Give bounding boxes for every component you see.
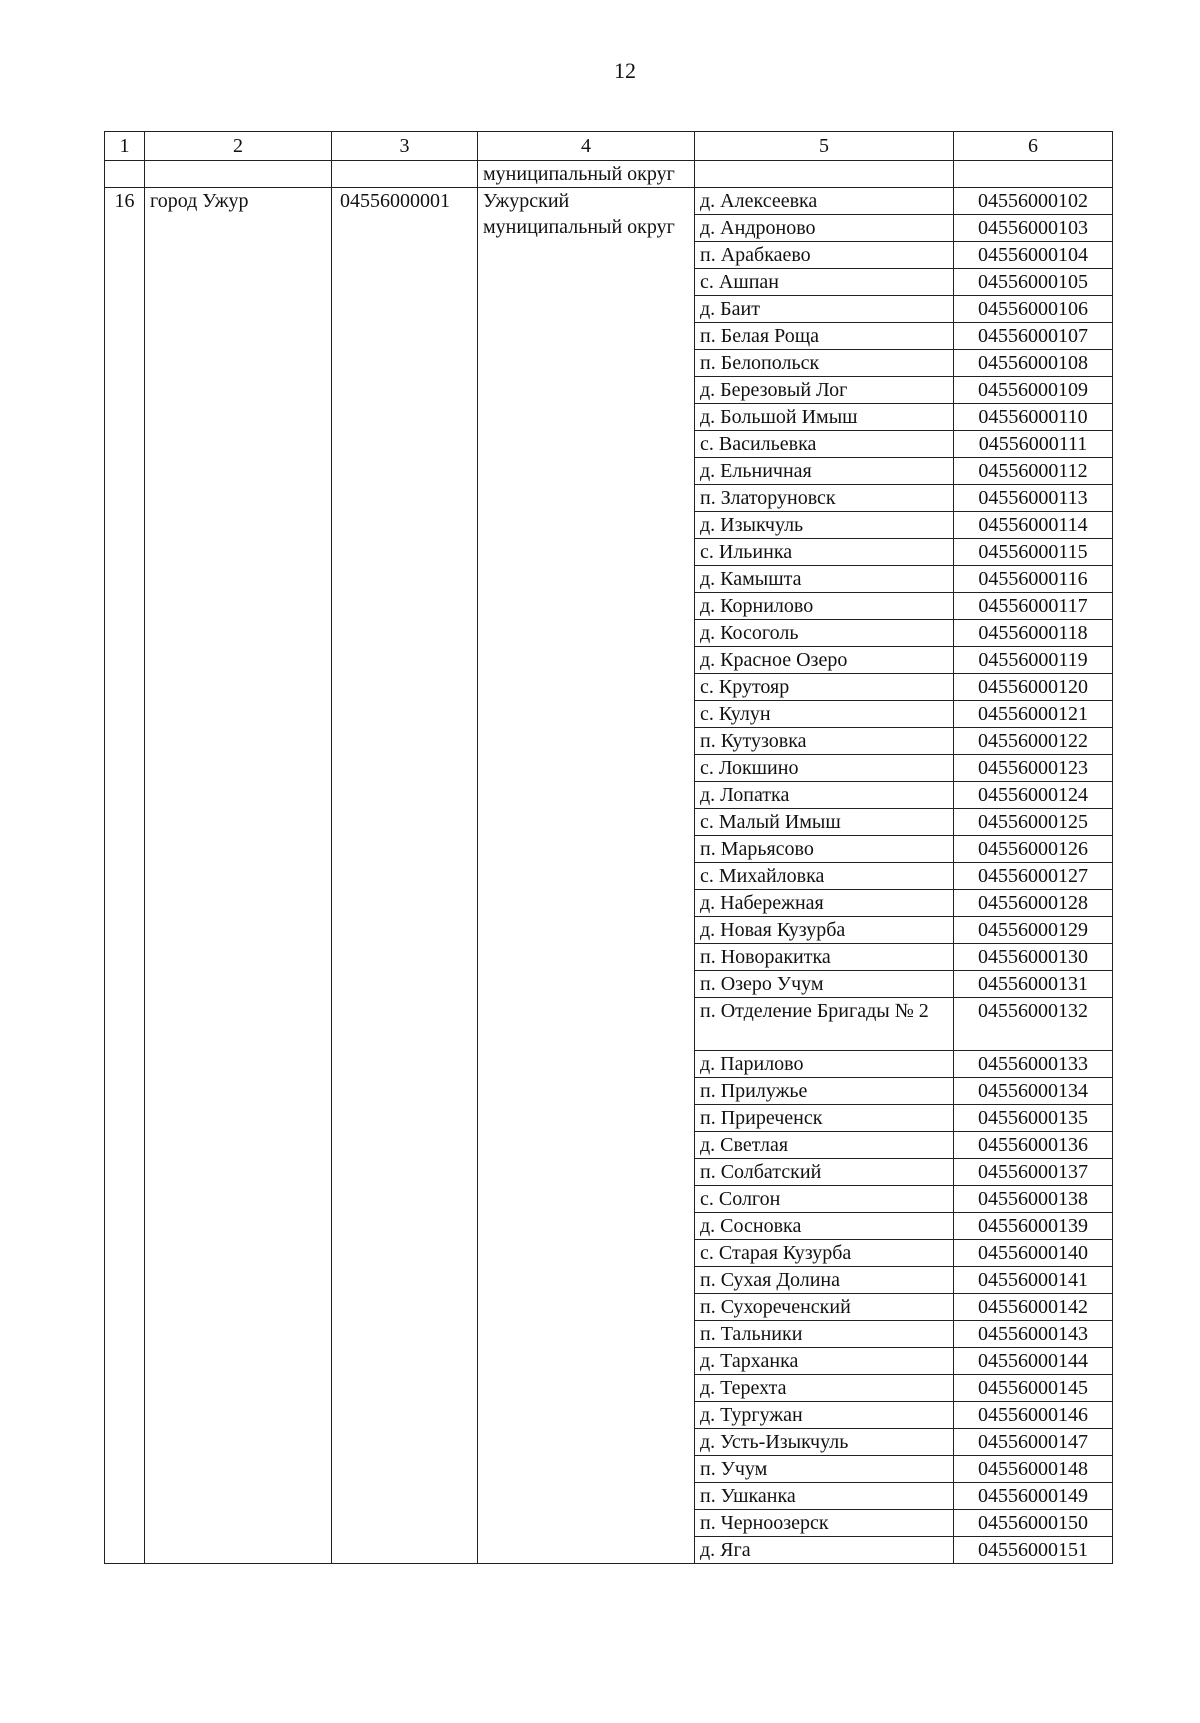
table-row [105,188,1113,215]
settlement-code: 04556000145 [954,1375,1113,1402]
settlement-name: д. Светлая [695,1132,954,1159]
settlement-code: 04556000134 [954,1078,1113,1105]
settlement-code: 04556000109 [954,377,1113,404]
settlement-name: п. Приреченск [695,1105,954,1132]
settlement-code: 04556000129 [954,917,1113,944]
settlement-code: 04556000114 [954,512,1113,539]
settlement-name: д. Баит [695,296,954,323]
settlement-code: 04556000124 [954,782,1113,809]
column-header: 3 [332,132,478,161]
settlement-name: д. Тарханка [695,1348,954,1375]
settlement-name: д. Алексеевка [695,188,954,215]
settlement-name: п. Белопольск [695,350,954,377]
settlement-code: 04556000107 [954,323,1113,350]
table-body [105,132,1113,1564]
settlement-code: 04556000123 [954,755,1113,782]
settlement-code: 04556000126 [954,836,1113,863]
settlement-code: 04556000141 [954,1267,1113,1294]
settlement-name: п. Учум [695,1456,954,1483]
settlement-name: п. Тальники [695,1321,954,1348]
settlement-name: п. Белая Роща [695,323,954,350]
settlement-name: п. Сухая Долина [695,1267,954,1294]
settlement-name: д. Лопатка [695,782,954,809]
settlement-name: д. Набережная [695,890,954,917]
settlement-name: п. Кутузовка [695,728,954,755]
settlement-name: с. Кулун [695,701,954,728]
settlement-code: 04556000122 [954,728,1113,755]
settlement-code: 04556000135 [954,1105,1113,1132]
settlement-code: 04556000150 [954,1510,1113,1537]
settlement-code: 04556000146 [954,1402,1113,1429]
settlement-name: п. Ушканка [695,1483,954,1510]
settlement-code: 04556000119 [954,647,1113,674]
settlement-code: 04556000104 [954,242,1113,269]
continuation-row [105,161,1113,188]
settlement-code: 04556000121 [954,701,1113,728]
settlement-name: с. Михайловка [695,863,954,890]
district-name-line: муниципальный округ [483,216,675,238]
settlement-name: д. Новая Кузурба [695,917,954,944]
settlement-code: 04556000140 [954,1240,1113,1267]
column-header: 2 [145,132,332,161]
settlement-code: 04556000111 [954,431,1113,458]
settlement-name: с. Крутояр [695,674,954,701]
settlement-name: с. Солгон [695,1186,954,1213]
settlement-name: д. Яга [695,1537,954,1564]
district-name [478,188,695,1564]
settlement-name: д. Сосновка [695,1213,954,1240]
column-header: 5 [695,132,954,161]
settlement-code: 04556000149 [954,1483,1113,1510]
settlement-name: д. Корнилово [695,593,954,620]
settlement-code: 04556000137 [954,1159,1113,1186]
settlement-name: с. Старая Кузурба [695,1240,954,1267]
settlement-code: 04556000120 [954,674,1113,701]
settlement-code: 04556000139 [954,1213,1113,1240]
settlement-name: д. Косоголь [695,620,954,647]
settlement-name: п. Златоруновск [695,485,954,512]
column-header: 4 [478,132,695,161]
settlement-code: 04556000138 [954,1186,1113,1213]
settlement-code: 04556000125 [954,809,1113,836]
settlement-code: 04556000133 [954,1051,1113,1078]
settlement-name: д. Большой Имыш [695,404,954,431]
settlement-code: 04556000108 [954,350,1113,377]
settlement-name: с. Васильевка [695,431,954,458]
settlement-code: 04556000106 [954,296,1113,323]
city-code: 04556000001 [332,188,478,1564]
settlement-code: 04556000142 [954,1294,1113,1321]
settlements-table [104,131,1113,1564]
settlement-name: д. Камышта [695,566,954,593]
settlement-code: 04556000132 [954,998,1113,1051]
settlement-code: 04556000105 [954,269,1113,296]
settlement-name: д. Тургужан [695,1402,954,1429]
settlement-name: п. Озеро Учум [695,971,954,998]
settlement-name: д. Андроново [695,215,954,242]
settlement-name: д. Красное Озеро [695,647,954,674]
settlement-code: 04556000118 [954,620,1113,647]
settlement-name: с. Ильинка [695,539,954,566]
settlement-code: 04556000136 [954,1132,1113,1159]
settlement-name: с. Малый Имыш [695,809,954,836]
settlement-name: с. Локшино [695,755,954,782]
settlement-code: 04556000128 [954,890,1113,917]
settlement-name: п. Черноозерск [695,1510,954,1537]
settlement-code: 04556000103 [954,215,1113,242]
settlement-code: 04556000112 [954,458,1113,485]
settlement-name: п. Прилужье [695,1078,954,1105]
district-name-line: Ужурский [483,190,570,212]
settlement-code: 04556000147 [954,1429,1113,1456]
district-continuation: муниципальный округ [478,161,695,188]
settlement-name: п. Марьясово [695,836,954,863]
settlement-name: п. Новоракитка [695,944,954,971]
settlement-code: 04556000116 [954,566,1113,593]
entry-number: 16 [105,188,145,1564]
column-header: 1 [105,132,145,161]
settlement-code: 04556000148 [954,1456,1113,1483]
city-name: город Ужур [145,188,332,1564]
settlement-code: 04556000127 [954,863,1113,890]
settlement-code: 04556000110 [954,404,1113,431]
settlement-code: 04556000113 [954,485,1113,512]
settlement-name: д. Ельничная [695,458,954,485]
column-header: 6 [954,132,1113,161]
settlement-name: п. Отделение Бригады № 2 [695,998,954,1051]
settlement-code: 04556000131 [954,971,1113,998]
settlement-code: 04556000130 [954,944,1113,971]
page-number: 12 [614,58,636,83]
settlement-code: 04556000151 [954,1537,1113,1564]
settlement-name: д. Изыкчуль [695,512,954,539]
settlement-code: 04556000117 [954,593,1113,620]
column-header-row [105,132,1113,161]
settlement-code: 04556000115 [954,539,1113,566]
settlement-name: д. Усть-Изыкчуль [695,1429,954,1456]
settlement-code: 04556000144 [954,1348,1113,1375]
settlement-name: п. Солбатский [695,1159,954,1186]
settlement-name: п. Арабкаево [695,242,954,269]
settlement-code: 04556000102 [954,188,1113,215]
settlement-name: д. Березовый Лог [695,377,954,404]
settlement-code: 04556000143 [954,1321,1113,1348]
settlement-name: д. Парилово [695,1051,954,1078]
settlement-name: п. Сухореченский [695,1294,954,1321]
settlement-name: д. Терехта [695,1375,954,1402]
settlement-name: с. Ашпан [695,269,954,296]
